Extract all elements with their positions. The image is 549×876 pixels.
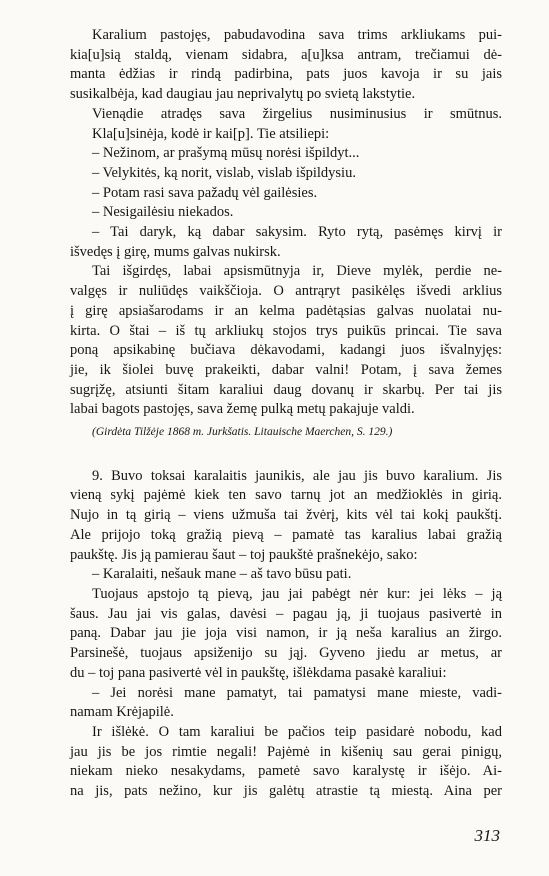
text-line: Nujo in tą girią – viens užmuša tai žvėrį, kits vėl tai kokį paukštį.	[70, 507, 502, 524]
text-line: sugrįžę, atsiunti šitam karaliui daug dovanų ir skarbų. Per tai jis	[70, 381, 502, 398]
text-line: Ir išlėkė. O tam karaliui be pačios teip pasidarė nobodu, kad	[92, 723, 502, 740]
text-line: Tuojaus apstojo tą pievą, jau jai pabėgt nėr kur: jei lėks – ją	[92, 585, 502, 602]
text-line: manta ėdžias ir rindą padirbina, pats juos kavoja ir su jais	[70, 66, 502, 83]
text-line: na jis, pats nežino, kur jis galėtų atrastie tą miestą. Aina per	[70, 783, 502, 800]
text-line: 9. Buvo toksai karalaitis jaunikis, ale jau jis buvo karalium. Jis	[92, 467, 502, 484]
dialogue-line: – Velykitės, ką norit, vislab, vislab išpildysiu.	[92, 164, 356, 181]
text-line: paną. Dabar jau jie joja visi namon, ir ją neša karalius an žirgo.	[70, 625, 502, 642]
paragraph-king-stables	[70, 26, 502, 105]
text-line: kirta. O štai – iš tų arkliukų stojos trys puikūs princai. Tie sava	[70, 322, 502, 339]
text-line: Parsinešė, tuojaus apsiženijo su jąj. Gyveno jiedu ar metus, ar	[70, 645, 502, 662]
text-line: išvedęs į girę, mums galvas nukirsk.	[70, 243, 281, 260]
text-line: namam Krėjapilė.	[70, 704, 174, 721]
text-line: Ale prijojo toką gražią pievą – pamatė tas karalius labai gražią	[70, 526, 502, 543]
dialogue-line: – Karalaiti, nešauk mane – aš tavo būsu pati.	[92, 566, 352, 583]
text-line: kia[u]sią staldą, vienam sidabra, a[u]ksa antram, trečiamui dė-	[70, 46, 502, 63]
source-citation: (Girdėta Tilžėje 1868 m. Jurkšatis. Litauische Maerchen, S. 129.)	[92, 426, 393, 439]
text-line: niekam nieko nesakydams, pametė savo karalystę ir išėjo. Ai-	[70, 763, 502, 780]
text-line: šaus. Jau jai vis galas, davėsi – pagau ją, ji tuojaus pasivertė in	[70, 605, 502, 622]
text-line: du – toj pana pasivertė vėl in paukštę, išlėkdama pasakė karaliui:	[70, 664, 447, 681]
text-line: susikalbėja, kad daugiau jau neprivalytų po svietą lakstytie.	[70, 86, 416, 103]
text-line: į girę apsiašarodams ir an kelma padėtąsias galvas nuolatai nu-	[70, 302, 502, 319]
text-line: poną apsikabinę bučiava dėkavodami, kadangi juos išvalnyjęs:	[70, 342, 502, 359]
text-line: jie, ik šiolei buvę prakeikti, dabar valni! Potam, į sava žemes	[70, 361, 502, 378]
dialogue-line: – Nesigailėsiu niekados.	[92, 204, 234, 221]
page-number: 313	[474, 826, 500, 845]
text-block	[70, 26, 502, 802]
text-line: paukštę. Jis ją pamierau šaut – toj paukštė prašnekėjo, sako:	[70, 546, 418, 563]
text-line: Tai išgirdęs, labai apsismūtnyja ir, Dieve mylėk, perdie ne-	[92, 263, 502, 280]
dialogue-line: – Potam rasi sava pažadų vėl gailėsies.	[92, 184, 318, 201]
dialogue-line: – Jei norėsi mane pamatyt, tai pamatysi mane mieste, vadi-	[92, 684, 502, 701]
text-line: jau jis be jos rimtie negali! Pajėmė in kišenių sau gerai pinigų,	[70, 743, 502, 760]
text-line: labai bagots pastojęs, sava žemę pulką metų pakajuje valdi.	[70, 401, 415, 418]
dialogue-line: – Tai daryk, ką dabar sakysim. Ryto rytą, pasėmęs kirvį ir	[92, 224, 502, 241]
paragraph-tale-9	[70, 467, 502, 585]
text-line: vieną sykį pajėmė kiek ten savo tarnų jot an medžioklės in girią.	[70, 487, 502, 504]
text-line: Vienądie atradęs sava žirgelius nusiminusius ir smūtnus.	[92, 105, 502, 122]
paragraph-departure	[70, 723, 502, 802]
paragraph-meadow	[70, 585, 502, 723]
paragraph-princes	[70, 262, 502, 420]
section-gap	[70, 443, 502, 467]
text-line: Karalium pastojęs, pabudavodina sava trims arkliukams pui-	[92, 27, 502, 43]
paragraph-dialogue	[70, 105, 502, 263]
text-line: Kla[u]sinėja, kodė ir kai[p]. Tie atsiliepi:	[92, 125, 330, 142]
text-line: valgęs ir nuliūdęs vaikščioja. O antrąryt pasikėlęs išvedi arklius	[70, 283, 502, 300]
dialogue-line: – Nežinom, ar prašymą mūsų norėsi išpildyt...	[92, 145, 360, 162]
